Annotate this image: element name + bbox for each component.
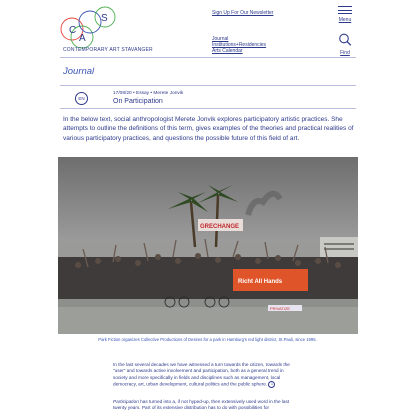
logo[interactable] [60,5,120,49]
language-badge[interactable]: EN [75,92,88,105]
hamburger-icon [338,6,352,14]
article-paragraph [113,362,293,388]
paragraph-2-text: has turned into a, if not hyped-up, then extensively used word in the last twenty years. Part of its extensive distribution has to do with possibilities for [113,399,290,411]
article-title: On Participation [113,98,163,105]
article-intro: In the below text, social anthropologist Merete Jonvik explores participatory artistic practices. She attempts to outline the definitions of this term, gives examples of the theories and practical realities of various participatory practices, and questions the possible future of this field of art. [63,116,354,142]
logo-letter-a: A [79,33,86,44]
section-title[interactable]: Journal [63,66,95,77]
paragraph-1-text: In the last several decades we have witnessed a turn towards the citizen, towards the "user" and towards active involvement and participation, both as a general trend in society and more specifically in fields and disciplines such as management, local democracy, art, urban development, cultural politics and the public sphere. [113,362,290,387]
emphasized-term: Participation [113,399,139,404]
article-meta: 17/08/20 • Essay • Merete Jonvik [113,91,184,96]
banner-text: GRECHANGE [200,224,240,230]
crowd-photo [58,157,358,334]
menu-button[interactable] [338,4,352,23]
search-icon [338,33,352,46]
nav-link-arts-calendar[interactable]: Arts Calendar [212,48,243,54]
title-divider [60,108,356,109]
logo-letter-c: C [69,25,77,36]
article-image [58,157,358,334]
header-divider [60,57,356,58]
logo-subtitle: CONTEMPORARY ART STAVANGER [63,47,153,53]
sign-text: Richt All Hands [238,279,283,285]
nav-links [212,36,266,54]
logo-letter-s: S [101,13,108,24]
find-label: Find [340,50,350,56]
logo-circles [60,5,120,49]
lower-sign-text: PRIVATIZE [270,306,291,311]
newsletter-link[interactable]: Sign Up For Our Newsletter [212,10,274,16]
footnote-marker[interactable]: 1 [268,381,275,388]
nav-link-institutions-residencies[interactable]: Institutions+Residencies [212,42,267,48]
nav-link-journal[interactable]: Journal [212,36,229,42]
menu-label: Menu [338,16,352,23]
section-divider [60,85,356,86]
find-button[interactable] [337,33,353,56]
article-paragraph [113,399,293,412]
image-caption: Park Fiction organizes Collective Productions of Desires for a park in Hamburg's red light district, St.Pauli, since 1995. [98,337,317,342]
